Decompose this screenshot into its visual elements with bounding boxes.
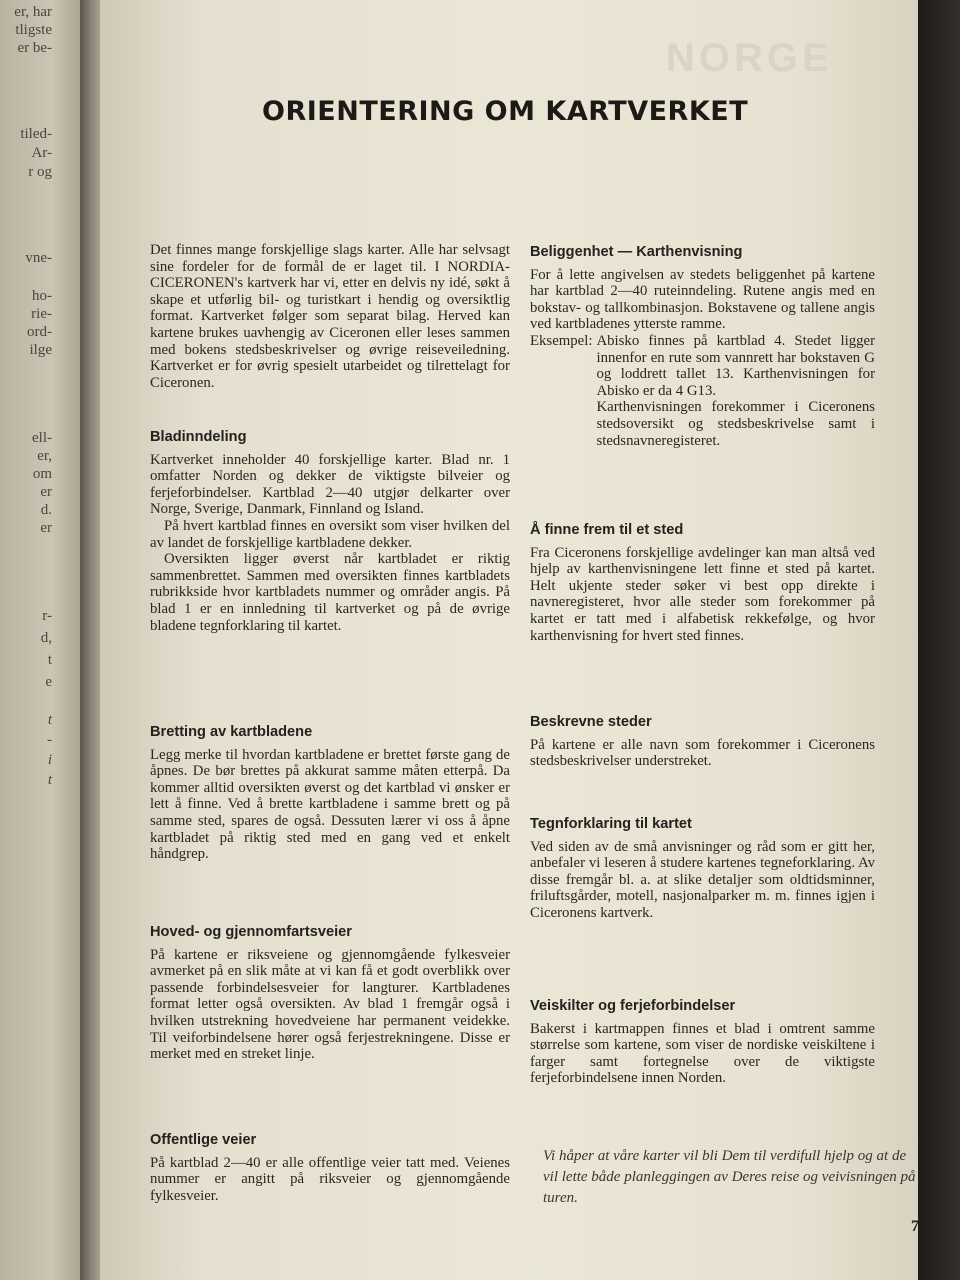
prev-fragment: ilge — [29, 342, 52, 358]
section-heading: Hoved- og gjennomfartsveier — [150, 924, 352, 940]
prev-fragment: - — [47, 732, 52, 748]
section-bladinndeling — [150, 429, 510, 634]
prev-fragment: t — [47, 652, 52, 668]
paragraph: Bakerst i kartmappen finnes et blad i omtrent samme størrelse som kartene, som viser de nordiske veiskiltene i farger samt fortegnelse over de viktigste ferjeforbindelsene innen Norden. — [530, 1020, 875, 1087]
example-label: Eksempel: — [530, 332, 593, 349]
section-heading: Bladinndeling — [150, 429, 247, 445]
prev-fragment: ord- — [27, 324, 52, 340]
paragraph: På kartene er riksveiene og gjennomgående fylkesveier avmerket på en slik måte at vi kan få et godt overblikk over passende forbindelsesveier for langturer. Kartbladenes format letter også oversikten. Av blad 1 fremgår også i hvilken utstrekning hovedveiene har permanent veidekke. Til veiforbindelsene hører også ferjestrekningene. Disse er merket med en streket linje. — [150, 946, 510, 1063]
bleed-through-text: NORGE — [666, 36, 833, 80]
prev-fragment: d, — [40, 630, 52, 646]
section-veiskilter — [530, 998, 875, 1087]
section-tegnforklaring — [530, 816, 875, 922]
paragraph: For å lette angivelsen av stedets beliggenhet på kartene har kartblad 2—40 ruteinndeling. Rutene angis med en bokstav- og tallkombinasjon. Bokstavene og tallene angis ved kartbladenes ytterste ramme. — [530, 266, 875, 333]
prev-fragment: e — [45, 674, 52, 690]
prev-fragment: tiled- — [20, 126, 52, 142]
prev-fragment: ell- — [32, 430, 52, 446]
intro-section — [150, 242, 510, 391]
section-heading: Å finne frem til et sted — [530, 522, 684, 538]
section-heading: Beliggenhet — Karthenvisning — [530, 244, 743, 260]
section-bretting — [150, 724, 510, 863]
example-text: Abisko finnes på kartblad 4. Stedet ligger innenfor en rute som vannrett har bokstaven G og loddrett tallet 13. Karthenvisningen for Abisko er da 4 G13. — [596, 332, 875, 399]
prev-fragment: t — [47, 712, 52, 728]
prev-fragment: t — [47, 772, 52, 788]
prev-fragment: er — [40, 484, 52, 500]
section-offentlige — [150, 1132, 510, 1204]
prev-fragment: r og — [28, 164, 52, 180]
prev-fragment: er, har — [14, 4, 52, 20]
paragraph: Fra Ciceronens forskjellige avdelinger kan man altså ved hjelp av karthenvisningene lett finne et sted på kartet. Helt ukjente steder søker vi best opp direkte i navneregisteret, hvor alle steder som forekommer på kartet er tatt med i alfabetisk rekkefølge, og hvor karthenvisning for hvert sted finnes. — [530, 544, 875, 644]
paragraph: Oversikten ligger øverst når kartbladet er riktig sammenbrettet. Sammen med oversikten finnes kartbladets rubrikkside hvor kartbladets nummer og områder angis. På blad 1 er en innledning til kartverket og på de øvrige bladene tegnforklaring til kartet. — [150, 551, 510, 634]
prev-fragment: tligste — [15, 22, 52, 38]
section-heading: Offentlige veier — [150, 1132, 257, 1148]
prev-fragment: rie- — [31, 306, 52, 322]
prev-fragment: vne- — [25, 250, 52, 266]
previous-page-edge — [0, 0, 86, 1280]
example-text: Karthenvisningen forekommer i Ciceronens stedsoversikt og stedsbeskrivelse samt i stedsnavneregisteret. — [596, 399, 875, 449]
section-heading: Bretting av kartbladene — [150, 724, 313, 740]
example-block — [530, 333, 875, 449]
closing-note: Vi håper at våre karter vil bli Dem til verdifull hjelp og at de vil lette både planleggingen av Deres reise og veivisningen på turen. — [543, 1148, 916, 1206]
prev-fragment: i — [47, 752, 52, 768]
background-edge — [918, 0, 960, 1280]
prev-fragment: er be- — [17, 40, 52, 56]
prev-fragment: r- — [42, 608, 52, 624]
page-title: ORIENTERING OM KARTVERKET — [262, 96, 749, 127]
paragraph: På kartblad 2—40 er alle offentlige veier tatt med. Veienes nummer er angitt på riksveier og gjennomgående fylkesveier. — [150, 1154, 510, 1204]
section-heading: Beskrevne steder — [530, 714, 652, 730]
section-beskrevne — [530, 714, 875, 770]
section-hovedveier — [150, 924, 510, 1063]
page-number: 7 — [911, 1218, 919, 1235]
prev-fragment: er, — [37, 448, 52, 464]
section-beliggenhet — [530, 244, 875, 449]
prev-fragment: ho- — [32, 288, 52, 304]
section-heading: Tegnforklaring til kartet — [530, 816, 692, 832]
section-heading: Veiskilter og ferjeforbindelser — [530, 998, 736, 1014]
paragraph: Ved siden av de små anvisninger og råd som er gitt her, anbefaler vi leseren å studere kartenes tegneforklaring. Av disse fremgår bl. a. at slike detaljer som oldtidsminner, friluftsgårder, motell, nasjonalparker m. m. finnes igjen i Ciceronens kartverk. — [530, 838, 875, 921]
example-body — [596, 333, 875, 449]
prev-fragment: d. — [40, 502, 52, 518]
prev-fragment: Ar- — [31, 145, 52, 161]
previous-page-text-fragments — [0, 0, 86, 1280]
intro-paragraph: Det finnes mange forskjellige slags karter. Alle har selvsagt sine fordeler for de formål de er laget til. I NORDIA-CICERONEN's kartverk har vi, etter en delvis ny idé, søkt å skape et utførlig bil- og turistkart i hendig og oversiktlig format. Kartverket følger som separat bilag. Herved kan kartene brukes uavhengig av Ciceronen eller leses sammen med bokens stedsbeskrivelser og øvrige reiseveiledning. Kartverket er for øvrig spesielt utarbeidet og tilrettelagt for Ciceronen. — [150, 242, 510, 391]
prev-fragment: er — [40, 520, 52, 536]
paragraph: På kartene er alle navn som forekommer i Ciceronens stedsbeskrivelser understreket. — [530, 736, 875, 770]
paragraph: Kartverket inneholder 40 forskjellige karter. Blad nr. 1 omfatter Norden og dekker de viktigste bilveier og ferjeforbindelser. Kartblad 2—40 utgjør delkarter over Norge, Sverige, Danmark, Finnland og Island. — [150, 451, 510, 518]
prev-fragment: om — [32, 466, 52, 482]
paragraph: På hvert kartblad finnes en oversikt som viser hvilken del av landet de forskjellige kartbladene dekker. — [150, 517, 510, 551]
section-finne-frem — [530, 522, 875, 644]
paragraph: Legg merke til hvordan kartbladene er brettet første gang de åpnes. De bør brettes på akkurat samme måten etterpå. Da kommer alltid oversikten øverst og det kartblad vi ønsker er lett å finne. Ved å brette kartbladene i samme brett og på samme sted, spares de også. Dessuten lærer vi oss å åpne kartbladet på riktig sted med en gang ved et enkelt håndgrep. — [150, 746, 510, 863]
